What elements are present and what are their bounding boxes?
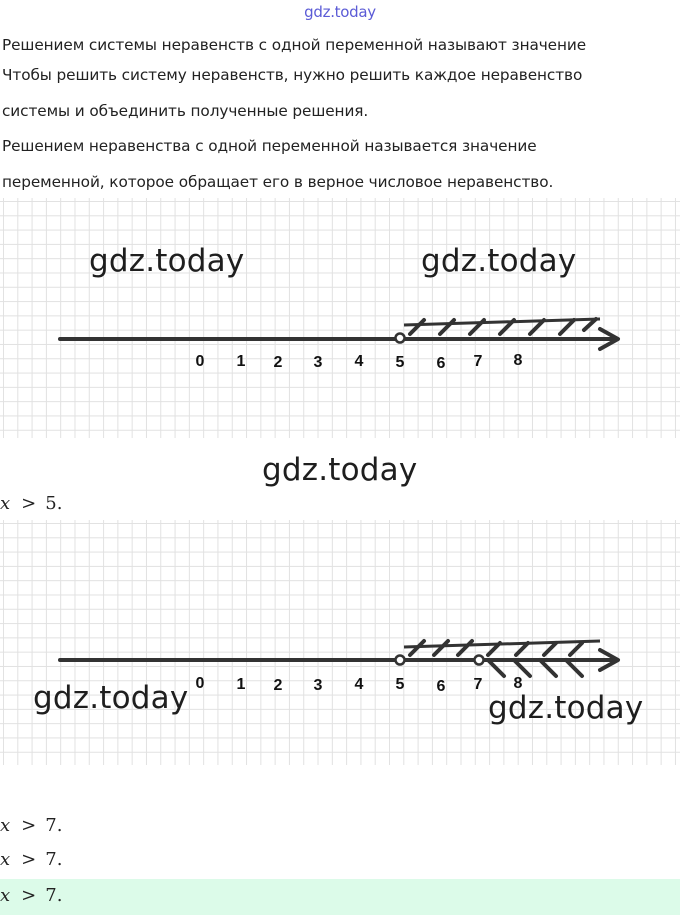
tick-label-4: 4 bbox=[354, 676, 364, 693]
tick-label-4: 4 bbox=[354, 353, 364, 370]
number-line-1-svg bbox=[0, 198, 680, 438]
tick-label-7: 7 bbox=[473, 353, 483, 370]
math-line-3 bbox=[0, 849, 62, 870]
math-line-2 bbox=[0, 815, 62, 836]
number-line-2-hatch-top bbox=[404, 641, 600, 647]
tick-label-8: 8 bbox=[513, 352, 523, 369]
paragraph-4: Решением неравенства с одной переменной называется значение bbox=[2, 137, 537, 155]
figure-1-watermark-left: gdz.today bbox=[89, 243, 245, 279]
figure-2-watermark-left: gdz.today bbox=[33, 680, 189, 716]
tick-label-3: 3 bbox=[313, 354, 323, 371]
answer-highlight bbox=[0, 879, 680, 915]
number-line-figure-2 bbox=[0, 520, 680, 765]
tick-label-3: 3 bbox=[313, 677, 323, 694]
center-watermark: gdz.today bbox=[262, 452, 418, 488]
paragraph-1: Решением системы неравенств с одной переменной называют значение bbox=[2, 36, 587, 54]
figure-2-watermark-right: gdz.today bbox=[488, 690, 644, 726]
open-point-5 bbox=[396, 656, 405, 665]
math-line-1 bbox=[0, 493, 62, 514]
paragraph-3: системы и объединить полученные решения. bbox=[2, 102, 369, 120]
open-point-7 bbox=[475, 656, 484, 665]
figure-1-watermark-right: gdz.today bbox=[421, 243, 577, 279]
site-watermark: gdz.today bbox=[304, 3, 376, 21]
math-line-1-var: x bbox=[0, 493, 11, 514]
tick-label-1: 1 bbox=[236, 353, 246, 370]
paragraph-2: Чтобы решить систему неравенств, нужно решить каждое неравенство bbox=[2, 66, 583, 84]
math-line-2-var: x bbox=[0, 815, 11, 836]
tick-label-5: 5 bbox=[395, 354, 405, 371]
tick-label-0: 0 bbox=[195, 675, 205, 692]
math-line-2-value: 7. bbox=[45, 815, 63, 836]
math-line-3-value: 7. bbox=[45, 849, 63, 870]
number-line-figure-1 bbox=[0, 198, 680, 438]
math-line-4-op: > bbox=[21, 885, 37, 906]
tick-label-8: 8 bbox=[513, 675, 523, 692]
tick-label-1: 1 bbox=[236, 676, 246, 693]
math-line-3-op: > bbox=[21, 849, 37, 870]
paragraph-5: переменной, которое обращает его в верное числовое неравенство. bbox=[2, 173, 554, 191]
tick-label-2: 2 bbox=[273, 354, 283, 371]
math-line-4-value: 7. bbox=[45, 885, 63, 906]
number-line-1-tick-labels bbox=[196, 352, 523, 372]
tick-label-7: 7 bbox=[473, 676, 483, 693]
open-point-5 bbox=[396, 334, 405, 343]
tick-label-6: 6 bbox=[436, 355, 446, 372]
number-line-2-svg bbox=[0, 520, 680, 765]
tick-label-5: 5 bbox=[395, 676, 405, 693]
math-line-2-op: > bbox=[21, 815, 37, 836]
tick-label-2: 2 bbox=[273, 677, 283, 694]
tick-label-6: 6 bbox=[436, 678, 446, 695]
math-line-4-var: x bbox=[0, 885, 11, 906]
math-line-1-value: 5. bbox=[45, 493, 63, 514]
math-line-4-answer bbox=[0, 885, 62, 906]
number-line-2-hatching-left bbox=[488, 660, 582, 676]
math-line-1-op: > bbox=[21, 493, 37, 514]
number-line-2-tick-labels bbox=[196, 675, 523, 695]
tick-label-0: 0 bbox=[195, 353, 205, 370]
math-line-3-var: x bbox=[0, 849, 11, 870]
